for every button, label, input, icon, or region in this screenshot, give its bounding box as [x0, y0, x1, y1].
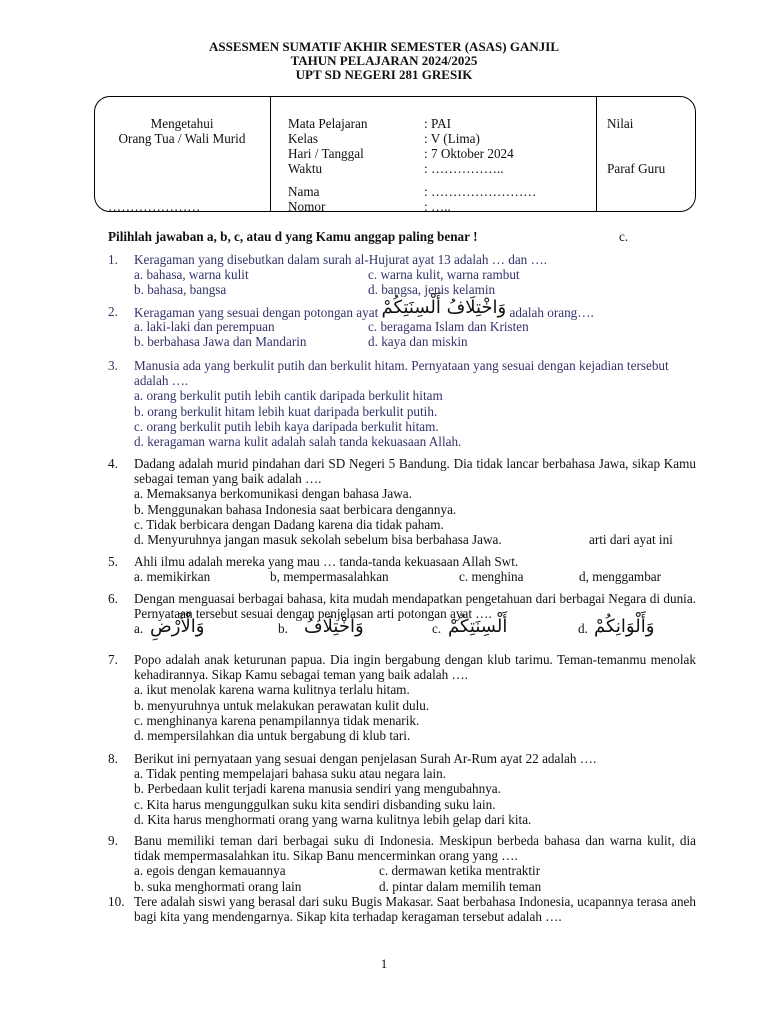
- question-number: 3.: [108, 358, 118, 373]
- number-label: Nomor: [288, 199, 326, 214]
- option-b: b. orang berkulit hitam lebih kuat daripada berkulit putih.: [134, 403, 438, 419]
- question-number: 10.: [108, 894, 125, 909]
- question-number: 8.: [108, 751, 118, 766]
- parent-label: Orang Tua / Wali Murid: [118, 131, 246, 146]
- page-number: 1: [380, 956, 388, 971]
- option-d: d, menggambar: [579, 569, 662, 585]
- question-number: 7.: [108, 652, 118, 667]
- academic-year: TAHUN PELAJARAN 2024/2025: [290, 53, 478, 68]
- parent-signature-line: …………………: [108, 199, 201, 214]
- arabic-verse: وَاخْتِلَافُ أَلْسِنَتِكُمْ: [381, 297, 507, 318]
- subject-value: : PAI: [424, 116, 451, 131]
- subject-label: Mata Pelajaran: [288, 116, 368, 131]
- option-c: c. Kita harus mengunggulkan suku kita sendiri disbanding suku lain.: [134, 796, 496, 812]
- option-d: d. mempersilahkan dia untuk bergabung di klub tari.: [134, 728, 411, 744]
- option-b: b. berbahasa Jawa dan Mandarin: [134, 334, 307, 350]
- exam-title: ASSESMEN SUMATIF AKHIR SEMESTER (ASAS) GANJIL: [209, 39, 559, 54]
- question-text: Banu memiliki teman dari berbagai suku di Indonesia. Meskipun berbeda bahasa dan warna kulit, dia tidak mempermasalahkan itu. Sikap Banu mencerminkan orang yang ….: [134, 833, 696, 864]
- question-number: 9.: [108, 833, 118, 848]
- option-b: b. Perbedaan kulit terjadi karena manusia sendiri yang mengubahnya.: [134, 781, 501, 797]
- option-d-label: d.: [578, 621, 588, 637]
- option-c: c. menghina: [459, 569, 524, 585]
- question-text: Ahli ilmu adalah mereka yang mau … tanda-tanda kekuasaan Allah Swt.: [134, 554, 519, 569]
- question-number: 6.: [108, 591, 118, 606]
- class-value: : V (Lima): [424, 131, 480, 146]
- info-box: [94, 96, 696, 212]
- grade-label: Nilai: [607, 116, 634, 131]
- option-b: b, mempermasalahkan: [270, 569, 389, 585]
- option-d: d. pintar dalam memilih teman: [379, 878, 542, 894]
- option-b-arabic: وَاخْتِلَافُ: [304, 616, 364, 638]
- question-text: Keragaman yang disebutkan dalam surah al-Hujurat ayat 13 adalah … dan ….: [134, 252, 548, 267]
- option-b: b. suka menghormati orang lain: [134, 878, 302, 894]
- question-text: Keragaman yang sesuai dengan potongan ayat: [134, 305, 379, 320]
- info-box-divider-right: [596, 96, 597, 212]
- option-a: a. Memaksanya berkomunikasi dengan bahasa Jawa.: [134, 486, 412, 502]
- question-number: 1.: [108, 252, 118, 267]
- option-c: c. Tidak berbicara dengan Dadang karena dia tidak paham.: [134, 516, 444, 532]
- option-d: d. keragaman warna kulit adalah salah tanda kekuasaan Allah.: [134, 434, 462, 450]
- question-text: Tere adalah siswi yang berasal dari suku Bugis Makasar. Saat berbahasa Indonesia, ucapannya terasa aneh bagi kita yang mendengarnya. Sikap kita terhadap keragaman tersebut adalah ….: [134, 894, 696, 925]
- option-a-arabic: وَالْأَرْضِ: [150, 616, 205, 638]
- time-label: Waktu: [288, 161, 323, 176]
- mengetahui-label: Mengetahui: [150, 116, 214, 131]
- option-d: d. kaya dan miskin: [368, 334, 468, 350]
- date-label: Hari / Tanggal: [288, 146, 364, 161]
- instruction: Pilihlah jawaban a, b, c, atau d yang Kamu anggap paling benar !: [108, 229, 478, 244]
- option-d: d. Menyuruhnya jangan masuk sekolah sebelum bisa berbahasa Jawa.: [134, 532, 502, 548]
- option-b-label: b.: [278, 621, 288, 637]
- option-c: c. beragama Islam dan Kristen: [368, 319, 529, 335]
- date-value: : 7 Oktober 2024: [424, 146, 514, 161]
- option-a: a. laki-laki dan perempuan: [134, 319, 275, 335]
- class-label: Kelas: [288, 131, 319, 146]
- option-c-arabic: أَلْسِنَتِكُمْ: [448, 616, 508, 638]
- option-c: c. warna kulit, warna rambut: [368, 267, 520, 283]
- question-number: 5.: [108, 554, 118, 569]
- option-c: c. dermawan ketika mentraktir: [379, 863, 541, 879]
- stray-option-label: c.: [619, 229, 629, 244]
- question-text: Manusia ada yang berkulit putih dan berkulit hitam. Pernyataan yang sesuai dengan kejadian tersebut adalah ….: [134, 358, 669, 389]
- question-number: 4.: [108, 456, 118, 471]
- teacher-initial-label: Paraf Guru: [607, 161, 666, 176]
- option-a: a. orang berkulit putih lebih cantik daripada berkulit hitam: [134, 388, 443, 404]
- question-text-end: adalah orang….: [509, 305, 594, 320]
- time-value: : ……………..: [424, 161, 504, 176]
- option-c-label: c.: [432, 621, 442, 637]
- question-number: 2.: [108, 304, 118, 319]
- stray-note: arti dari ayat ini: [589, 532, 673, 548]
- option-a-label: a.: [134, 621, 144, 637]
- school-name: UPT SD NEGERI 281 GRESIK: [295, 67, 473, 82]
- option-c: c. orang berkulit putih lebih kaya daripada berkulit hitam.: [134, 418, 439, 434]
- question-text: Dengan menguasai berbagai bahasa, kita mudah mendapatkan pengetahuan dari berbagai Negara di dunia. Pernyataan tersebut sesuai dengan penjelasan arti potongan ayat ….: [134, 591, 696, 622]
- question-text: Dadang adalah murid pindahan dari SD Negeri 5 Bandung. Dia tidak lancar berbahasa Jawa, sikap Kamu sebagai teman yang baik adalah ….: [134, 456, 696, 487]
- option-a: a. bahasa, warna kulit: [134, 267, 249, 283]
- info-box-divider-left: [270, 96, 271, 212]
- option-a: a. ikut menolak karena warna kulitnya terlalu hitam.: [134, 682, 410, 698]
- option-b: b. bahasa, bangsa: [134, 282, 227, 298]
- option-c: c. menghinanya karena penampilannya tidak menarik.: [134, 712, 420, 728]
- option-d: d. bangsa, jenis kelamin: [368, 282, 496, 298]
- option-a: a. memikirkan: [134, 569, 211, 585]
- name-value: : ……………………: [424, 184, 537, 199]
- question-text: Berikut ini pernyataan yang sesuai dengan penjelasan Surah Ar-Rum ayat 22 adalah ….: [134, 751, 597, 766]
- option-a: a. egois dengan kemauannya: [134, 863, 286, 879]
- option-a: a. Tidak penting mempelajari bahasa suku atau negara lain.: [134, 766, 447, 782]
- option-d-arabic: وَأَلْوَانِكُمْ: [594, 616, 655, 638]
- option-b: b. menyuruhnya untuk melakukan perawatan kulit dulu.: [134, 697, 430, 713]
- option-d: d. Kita harus menghormati orang yang warna kulitnya lebih gelap dari kita.: [134, 811, 532, 827]
- number-value: : …..: [424, 199, 451, 214]
- question-text: Popo adalah anak keturunan papua. Dia ingin bergabung dengan klub tarimu. Teman-temanmu menolak kehadirannya. Sikap Kamu sebagai teman yang baik adalah ….: [134, 652, 696, 683]
- name-label: Nama: [288, 184, 320, 199]
- option-b: b. Menggunakan bahasa Indonesia saat berbicara dengannya.: [134, 501, 457, 517]
